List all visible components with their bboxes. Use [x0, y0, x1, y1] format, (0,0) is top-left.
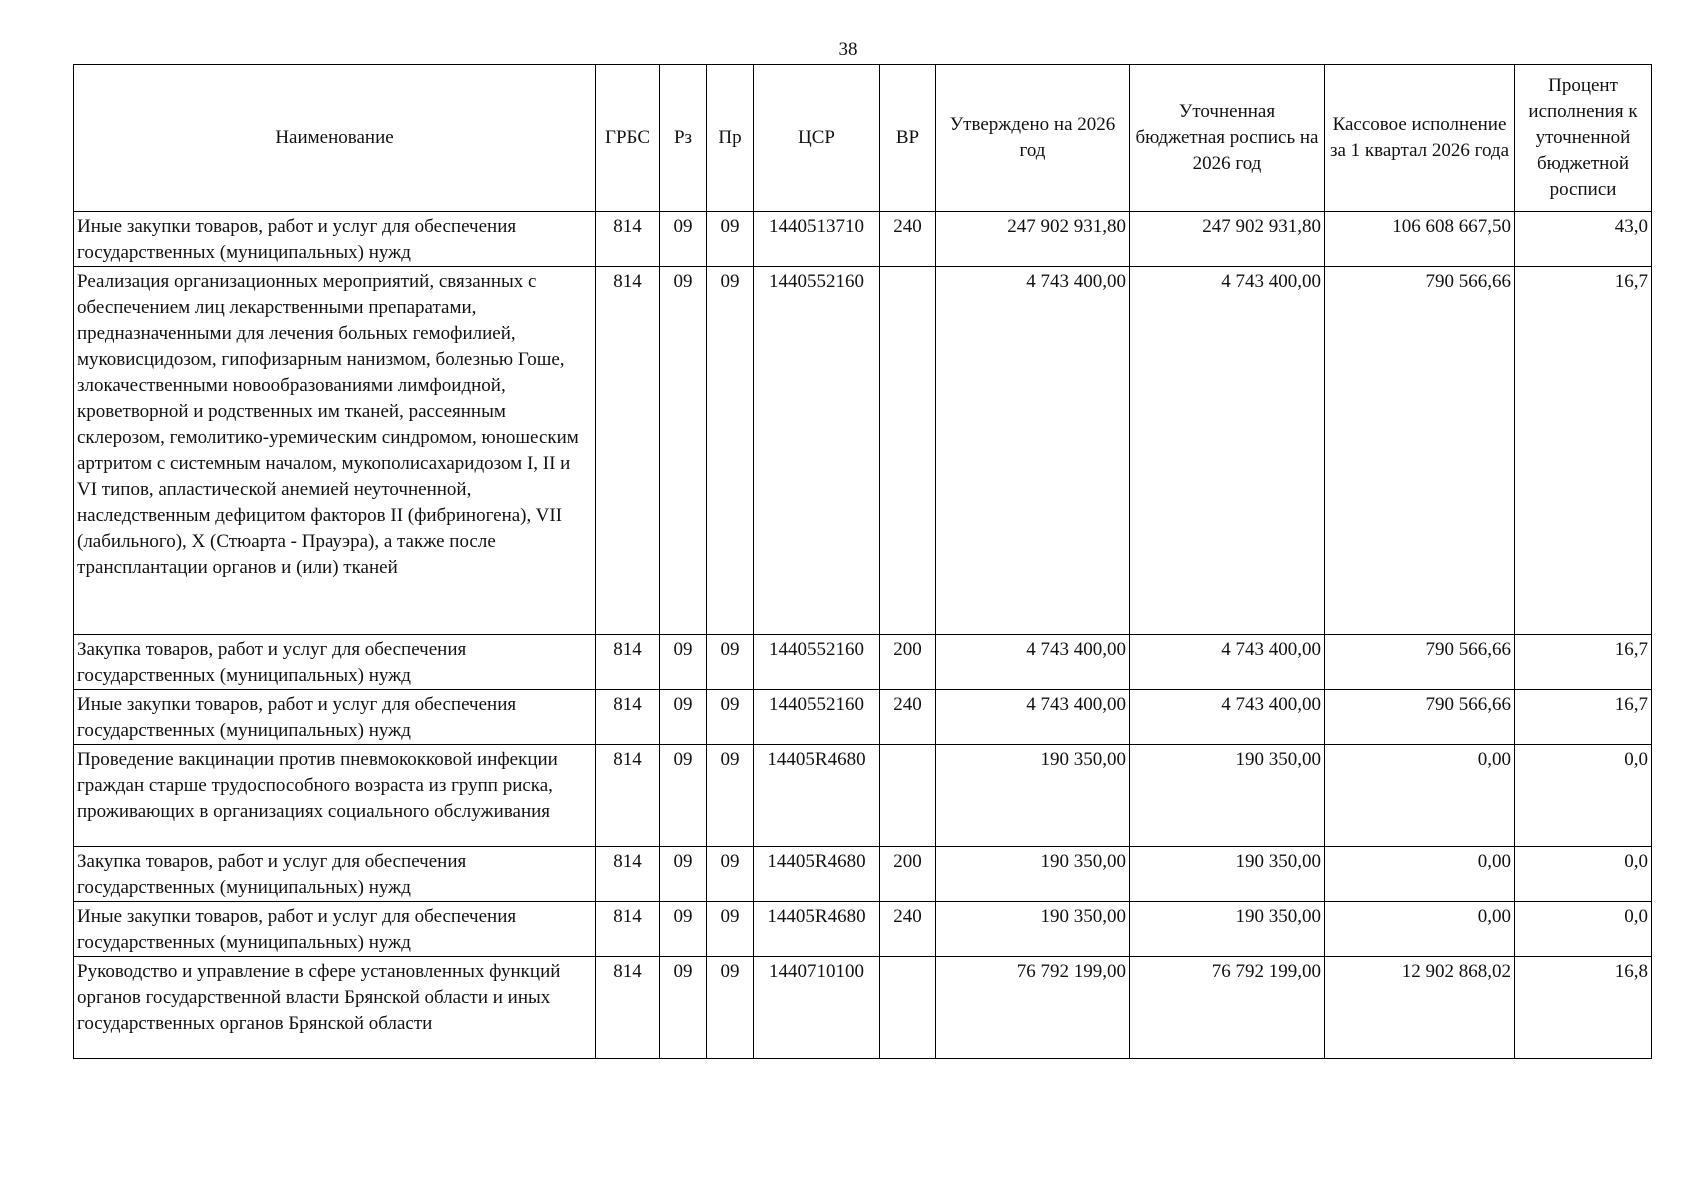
row-grbs: 814	[596, 267, 660, 635]
row-csr: 1440552160	[754, 690, 880, 745]
row-name: Руководство и управление в сфере установленных функций органов государственной власти Брянской области и иных государственных органов Брянской области	[74, 957, 596, 1059]
table-row	[74, 690, 1652, 745]
table-row	[74, 902, 1652, 957]
row-approved: 190 350,00	[936, 847, 1130, 902]
row-csr: 14405R4680	[754, 847, 880, 902]
row-name: Иные закупки товаров, работ и услуг для обеспечения государственных (муниципальных) нужд	[74, 902, 596, 957]
header-pr: Пр	[707, 65, 754, 212]
row-percent: 0,0	[1515, 745, 1652, 847]
row-csr: 1440552160	[754, 267, 880, 635]
table-row	[74, 212, 1652, 267]
row-pr: 09	[707, 635, 754, 690]
row-vr: 200	[880, 847, 936, 902]
row-refined: 4 743 400,00	[1130, 635, 1325, 690]
header-grbs: ГРБС	[596, 65, 660, 212]
row-pr: 09	[707, 957, 754, 1059]
row-percent: 0,0	[1515, 847, 1652, 902]
row-vr: 240	[880, 902, 936, 957]
row-pr: 09	[707, 902, 754, 957]
row-vr: 240	[880, 690, 936, 745]
table-row	[74, 745, 1652, 847]
row-name: Закупка товаров, работ и услуг для обеспечения государственных (муниципальных) нужд	[74, 635, 596, 690]
table-row	[74, 957, 1652, 1059]
row-vr	[880, 267, 936, 635]
row-grbs: 814	[596, 957, 660, 1059]
header-approved: Утверждено на 2026 год	[936, 65, 1130, 212]
row-executed: 790 566,66	[1325, 635, 1515, 690]
row-rz: 09	[660, 635, 707, 690]
row-refined: 4 743 400,00	[1130, 267, 1325, 635]
row-approved: 190 350,00	[936, 902, 1130, 957]
row-rz: 09	[660, 212, 707, 267]
row-name: Реализация организационных мероприятий, связанных с обеспечением лиц лекарственными препаратами, предназначенными для лечения больных гемофилией, муковисцидозом, гипофизарным нанизмом, болезнью Гоше, злокачественными новообразованиями лимфоидной, кроветворной и родственных им тканей, рассеянным склерозом, гемолитико-уремическим синдромом, юношеским артритом с системным началом, мукополисахаридозом I, II и VI типов, апластической анемией неуточненной, наследственным дефицитом факторов II (фибриногена), VII (лабильного), X (Стюарта - Прауэра), а также после трансплантации органов и (или) тканей	[74, 267, 596, 635]
row-csr: 14405R4680	[754, 902, 880, 957]
row-approved: 4 743 400,00	[936, 267, 1130, 635]
row-executed: 106 608 667,50	[1325, 212, 1515, 267]
header-rz: Рз	[660, 65, 707, 212]
row-rz: 09	[660, 690, 707, 745]
header-csr: ЦСР	[754, 65, 880, 212]
table-row	[74, 847, 1652, 902]
header-row	[74, 65, 1652, 212]
row-pr: 09	[707, 267, 754, 635]
row-refined: 190 350,00	[1130, 847, 1325, 902]
row-percent: 16,7	[1515, 690, 1652, 745]
row-rz: 09	[660, 847, 707, 902]
row-refined: 76 792 199,00	[1130, 957, 1325, 1059]
row-approved: 4 743 400,00	[936, 690, 1130, 745]
row-grbs: 814	[596, 212, 660, 267]
row-percent: 0,0	[1515, 902, 1652, 957]
row-csr: 14405R4680	[754, 745, 880, 847]
row-executed: 790 566,66	[1325, 267, 1515, 635]
row-executed: 790 566,66	[1325, 690, 1515, 745]
row-pr: 09	[707, 847, 754, 902]
row-vr	[880, 957, 936, 1059]
row-approved: 76 792 199,00	[936, 957, 1130, 1059]
row-executed: 0,00	[1325, 745, 1515, 847]
row-executed: 0,00	[1325, 902, 1515, 957]
header-vr: ВР	[880, 65, 936, 212]
row-grbs: 814	[596, 635, 660, 690]
row-refined: 4 743 400,00	[1130, 690, 1325, 745]
row-rz: 09	[660, 957, 707, 1059]
row-name: Иные закупки товаров, работ и услуг для обеспечения государственных (муниципальных) нужд	[74, 690, 596, 745]
budget-table	[73, 64, 1652, 1059]
row-csr: 1440513710	[754, 212, 880, 267]
row-percent: 43,0	[1515, 212, 1652, 267]
row-grbs: 814	[596, 902, 660, 957]
row-executed: 0,00	[1325, 847, 1515, 902]
row-rz: 09	[660, 745, 707, 847]
row-approved: 4 743 400,00	[936, 635, 1130, 690]
row-name: Проведение вакцинации против пневмококковой инфекции граждан старше трудоспособного возраста из групп риска, проживающих в организациях социального обслуживания	[74, 745, 596, 847]
row-refined: 247 902 931,80	[1130, 212, 1325, 267]
row-vr: 240	[880, 212, 936, 267]
row-refined: 190 350,00	[1130, 745, 1325, 847]
row-rz: 09	[660, 902, 707, 957]
row-pr: 09	[707, 212, 754, 267]
header-executed: Кассовое исполнение за 1 квартал 2026 года	[1325, 65, 1515, 212]
table-row	[74, 267, 1652, 635]
row-grbs: 814	[596, 847, 660, 902]
table-row	[74, 635, 1652, 690]
row-pr: 09	[707, 745, 754, 847]
row-percent: 16,8	[1515, 957, 1652, 1059]
row-vr	[880, 745, 936, 847]
row-grbs: 814	[596, 745, 660, 847]
row-executed: 12 902 868,02	[1325, 957, 1515, 1059]
row-pr: 09	[707, 690, 754, 745]
row-grbs: 814	[596, 690, 660, 745]
row-percent: 16,7	[1515, 267, 1652, 635]
header-percent: Процент исполнения к уточненной бюджетной росписи	[1515, 65, 1652, 212]
page-number: 38	[838, 39, 858, 60]
header-refined: Уточненная бюджетная роспись на 2026 год	[1130, 65, 1325, 212]
row-approved: 190 350,00	[936, 745, 1130, 847]
row-csr: 1440710100	[754, 957, 880, 1059]
row-vr: 200	[880, 635, 936, 690]
header-name: Наименование	[74, 65, 596, 212]
row-name: Закупка товаров, работ и услуг для обеспечения государственных (муниципальных) нужд	[74, 847, 596, 902]
row-approved: 247 902 931,80	[936, 212, 1130, 267]
row-csr: 1440552160	[754, 635, 880, 690]
row-name: Иные закупки товаров, работ и услуг для обеспечения государственных (муниципальных) нужд	[74, 212, 596, 267]
row-rz: 09	[660, 267, 707, 635]
row-percent: 16,7	[1515, 635, 1652, 690]
row-refined: 190 350,00	[1130, 902, 1325, 957]
